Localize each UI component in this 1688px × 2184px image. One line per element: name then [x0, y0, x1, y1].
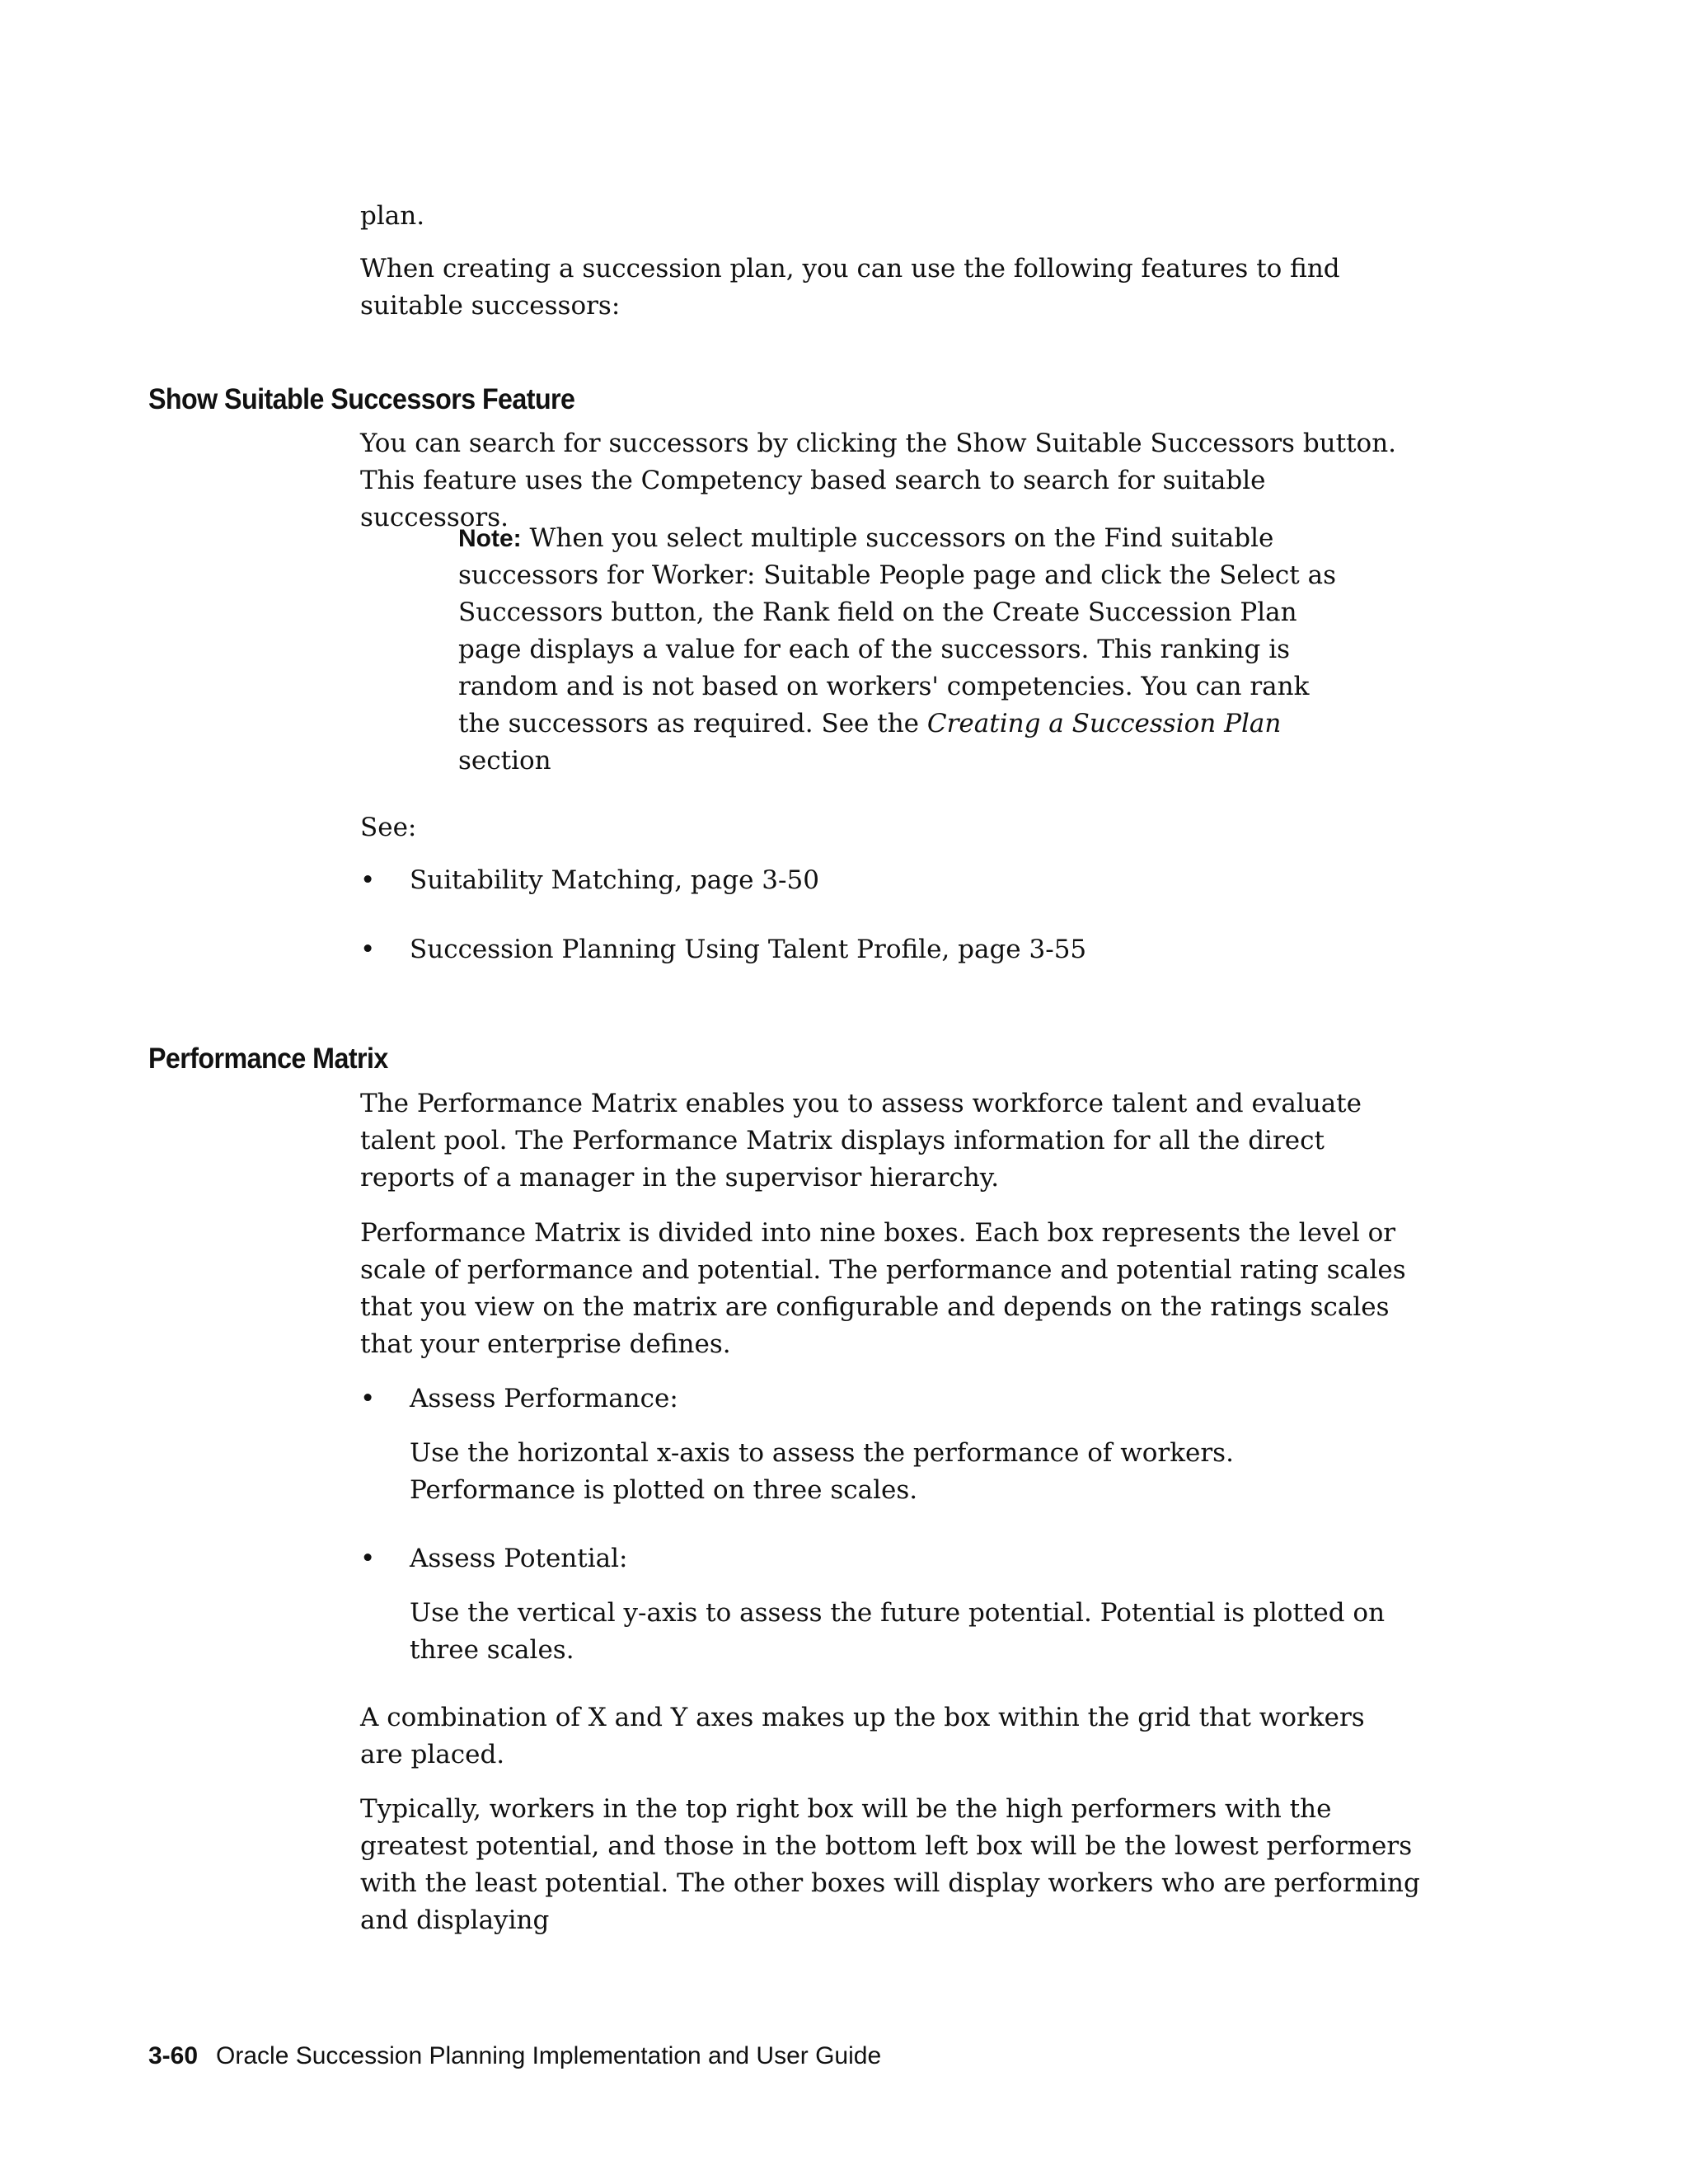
list-item — [360, 1540, 1432, 1669]
bullet-marker: • — [360, 865, 376, 895]
section2-paragraph-4: Typically, workers in the top right box will be the high performers with the greatest potential, and those in the bottom left box will be the lowest performers with the least potential. The other boxes will display workers who are performing and displaying — [360, 1794, 1420, 1935]
link-suitability-matching[interactable]: Suitability Matching, page 3-50 — [410, 865, 819, 895]
note-label: Note: — [458, 525, 522, 552]
link-succession-planning-talent-profile[interactable]: Succession Planning Using Talent Profile, page 3-55 — [410, 935, 1087, 964]
note-body: When you select multiple successors on the Find suitable successors for Worker: Suitable People page and click the Select as Successors button, the Rank field on the Create Succession Plan page displays a value for each of the successors. This ranking is random and is not based on workers' competencies. You can rank the successors as required. See the — [458, 523, 1336, 738]
list-item — [360, 1380, 1432, 1509]
note-text — [458, 520, 1340, 780]
bullet-title: Assess Potential: — [410, 1544, 628, 1573]
section-heading-performance-matrix: Performance Matrix — [148, 1043, 388, 1075]
intro-paragraph: When creating a succession plan, you can use the following features to find suitable successors: — [360, 254, 1340, 321]
page-number: 3-60 — [148, 2042, 199, 2069]
section1-paragraph: You can search for successors by clicking the Show Suitable Successors button. This feature uses the Competency based search to search for suitable successors. — [360, 429, 1397, 532]
bullet-marker: • — [360, 1384, 376, 1413]
footer-title: Oracle Succession Planning Implementation and User Guide — [216, 2042, 882, 2069]
bullet-title: Assess Performance: — [410, 1384, 678, 1413]
bullet-marker: • — [360, 1544, 376, 1573]
note-end: section — [458, 746, 551, 776]
section-heading-show-suitable-successors: Show Suitable Successors Feature — [148, 383, 575, 415]
bullet-marker: • — [360, 935, 376, 964]
page-footer — [148, 2040, 881, 2073]
intro-continuation: plan. — [360, 201, 425, 231]
bullet-description: Use the horizontal x-axis to assess the performance of workers. Performance is plotted on three scales. — [410, 1438, 1234, 1505]
note-italic-reference: Creating a Succession Plan — [926, 709, 1282, 738]
see-label: See: — [360, 813, 417, 842]
note-block — [458, 520, 1340, 780]
bullet-description: Use the vertical y-axis to assess the future potential. Potential is plotted on three scales. — [410, 1598, 1386, 1665]
section2-paragraph-2: Performance Matrix is divided into nine boxes. Each box represents the level or scale of performance and potential. The performance and potential rating scales that you view on the matrix are configurable and depends on the ratings scales that your enterprise defines. — [360, 1218, 1406, 1359]
list-item — [360, 931, 1432, 968]
section2-paragraph-1: The Performance Matrix enables you to assess workforce talent and evaluate talent pool. The Performance Matrix displays information for all the direct reports of a manager in the supervisor hierarchy. — [360, 1089, 1362, 1193]
list-item — [360, 862, 1432, 899]
section2-paragraph-3: A combination of X and Y axes makes up the box within the grid that workers are placed. — [360, 1703, 1365, 1769]
